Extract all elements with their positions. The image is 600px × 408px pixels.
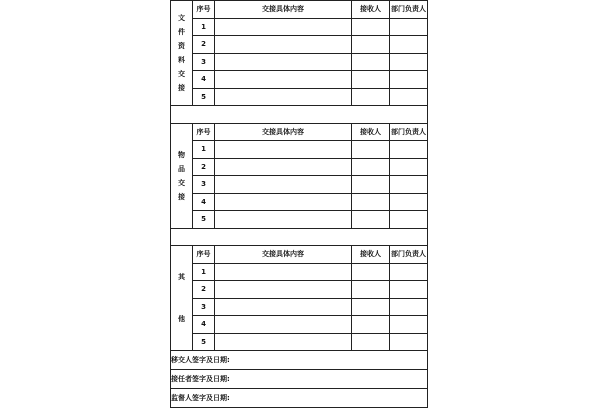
receiver-cell[interactable] [352, 53, 390, 71]
col-header-content: 交接具体内容 [215, 246, 352, 264]
receiver-cell[interactable] [352, 281, 390, 299]
row-number: 4 [193, 316, 215, 334]
table-row [171, 158, 428, 176]
dept-head-cell[interactable] [390, 298, 428, 316]
signature-row-supervisor [171, 389, 428, 408]
table-row [171, 281, 428, 299]
signature-row-transferor [171, 351, 428, 370]
receiver-cell[interactable] [352, 193, 390, 211]
col-header-dept-head: 部门负责人 [390, 246, 428, 264]
content-cell[interactable] [215, 298, 352, 316]
row-number: 3 [193, 53, 215, 71]
table-row [171, 176, 428, 194]
table-row [171, 211, 428, 229]
content-cell[interactable] [215, 141, 352, 159]
section-2-label: 物 品 交 接 [171, 123, 193, 228]
row-number: 5 [193, 333, 215, 351]
dept-head-cell[interactable] [390, 141, 428, 159]
receiver-cell[interactable] [352, 88, 390, 106]
receiver-cell[interactable] [352, 263, 390, 281]
dept-head-cell[interactable] [390, 18, 428, 36]
receiver-cell[interactable] [352, 316, 390, 334]
section-spacer [171, 106, 428, 124]
col-header-content: 交接具体内容 [215, 123, 352, 141]
table-row [171, 141, 428, 159]
table-row [171, 316, 428, 334]
receiver-cell[interactable] [352, 71, 390, 89]
col-header-receiver: 接收人 [352, 1, 390, 19]
col-header-dept-head: 部门负责人 [390, 123, 428, 141]
table-row [171, 36, 428, 54]
row-number: 3 [193, 176, 215, 194]
content-cell[interactable] [215, 18, 352, 36]
table-row [171, 71, 428, 89]
col-header-receiver: 接收人 [352, 246, 390, 264]
receiver-cell[interactable] [352, 298, 390, 316]
content-cell[interactable] [215, 71, 352, 89]
section-3-header-row [171, 246, 428, 264]
content-cell[interactable] [215, 36, 352, 54]
dept-head-cell[interactable] [390, 53, 428, 71]
section-spacer [171, 228, 428, 246]
row-number: 1 [193, 18, 215, 36]
row-number: 1 [193, 141, 215, 159]
content-cell[interactable] [215, 176, 352, 194]
dept-head-cell[interactable] [390, 333, 428, 351]
content-cell[interactable] [215, 281, 352, 299]
receiver-cell[interactable] [352, 158, 390, 176]
section-1-label: 文 件 资 料 交 接 [171, 1, 193, 106]
content-cell[interactable] [215, 158, 352, 176]
col-header-seq: 序号 [193, 123, 215, 141]
content-cell[interactable] [215, 88, 352, 106]
dept-head-cell[interactable] [390, 193, 428, 211]
content-cell[interactable] [215, 333, 352, 351]
receiver-cell[interactable] [352, 141, 390, 159]
content-cell[interactable] [215, 316, 352, 334]
table-row [171, 53, 428, 71]
dept-head-cell[interactable] [390, 316, 428, 334]
content-cell[interactable] [215, 53, 352, 71]
handover-form [170, 0, 428, 408]
signature-row-successor [171, 370, 428, 389]
content-cell[interactable] [215, 193, 352, 211]
row-number: 4 [193, 71, 215, 89]
dept-head-cell[interactable] [390, 211, 428, 229]
dept-head-cell[interactable] [390, 281, 428, 299]
receiver-cell[interactable] [352, 36, 390, 54]
table-row [171, 333, 428, 351]
col-header-seq: 序号 [193, 246, 215, 264]
row-number: 2 [193, 281, 215, 299]
col-header-content: 交接具体内容 [215, 1, 352, 19]
table-row [171, 88, 428, 106]
receiver-cell[interactable] [352, 176, 390, 194]
section-1-header-row [171, 1, 428, 19]
section-2-header-row [171, 123, 428, 141]
row-number: 2 [193, 158, 215, 176]
dept-head-cell[interactable] [390, 263, 428, 281]
col-header-receiver: 接收人 [352, 123, 390, 141]
transferor-signature-field[interactable]: 移交人签字及日期: [171, 351, 428, 370]
section-3-label: 其 他 [171, 246, 193, 351]
handover-table [170, 0, 428, 408]
dept-head-cell[interactable] [390, 36, 428, 54]
dept-head-cell[interactable] [390, 158, 428, 176]
content-cell[interactable] [215, 211, 352, 229]
supervisor-signature-field[interactable]: 监督人签字及日期: [171, 389, 428, 408]
row-number: 1 [193, 263, 215, 281]
row-number: 2 [193, 36, 215, 54]
successor-signature-field[interactable]: 接任者签字及日期: [171, 370, 428, 389]
dept-head-cell[interactable] [390, 176, 428, 194]
dept-head-cell[interactable] [390, 71, 428, 89]
row-number: 5 [193, 88, 215, 106]
col-header-dept-head: 部门负责人 [390, 1, 428, 19]
table-row [171, 193, 428, 211]
table-row [171, 263, 428, 281]
col-header-seq: 序号 [193, 1, 215, 19]
row-number: 3 [193, 298, 215, 316]
row-number: 5 [193, 211, 215, 229]
receiver-cell[interactable] [352, 211, 390, 229]
dept-head-cell[interactable] [390, 88, 428, 106]
content-cell[interactable] [215, 263, 352, 281]
receiver-cell[interactable] [352, 333, 390, 351]
receiver-cell[interactable] [352, 18, 390, 36]
table-row [171, 298, 428, 316]
table-row [171, 18, 428, 36]
row-number: 4 [193, 193, 215, 211]
